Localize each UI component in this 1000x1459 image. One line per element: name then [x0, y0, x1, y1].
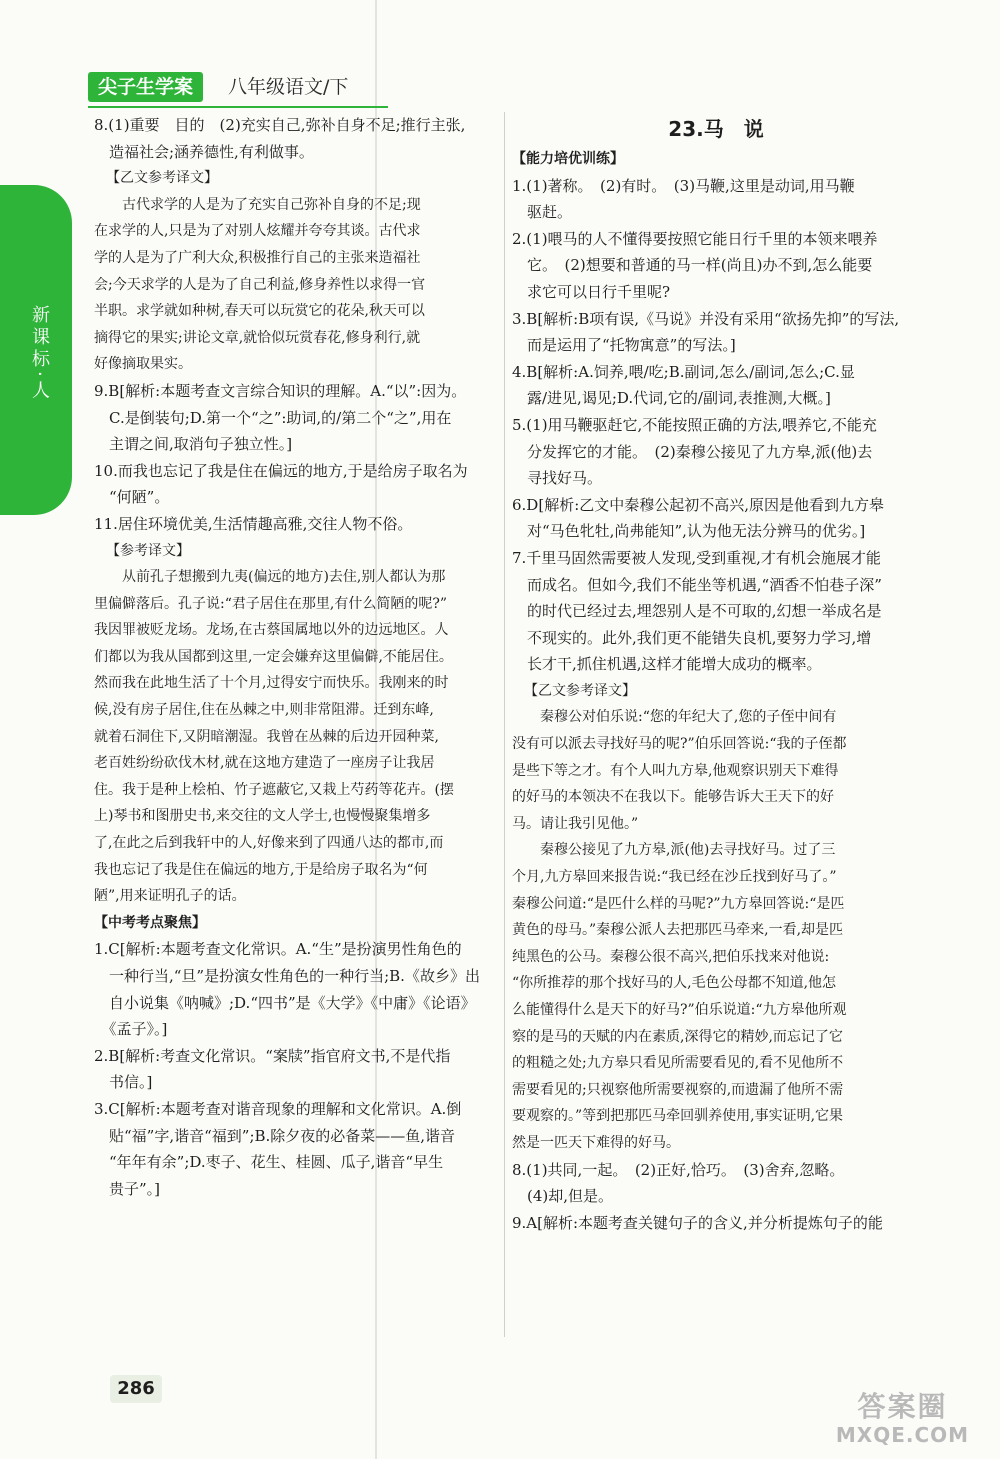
translation-line: 察的是马的天赋的内在素质,深得它的精妙,而忘记了它 [512, 1028, 843, 1045]
translation-line: 摘得它的果实;讲论文章,就恰似玩赏春花,修身利行,就 [94, 329, 421, 346]
answer-line: 而是运用了“托物寓意”的写法。] [512, 336, 736, 355]
translation-line: 秦穆公对伯乐说:“您的年纪大了,您的子侄中间有 [512, 709, 837, 726]
translation-line: 个月,九方皋回来报告说:“我已经在沙丘找到好马了。” [512, 869, 837, 886]
translation-heading: 【参考译文】 [106, 542, 190, 559]
answer-line: (4)却,但是。 [512, 1187, 614, 1206]
brand-logo: 尖子生学案 [88, 72, 203, 102]
answer-line: 9.A[解析:本题考查关键句子的含义,并分析提炼句子的能 [512, 1213, 883, 1232]
watermark-logo-text: 答案圈 [857, 1390, 948, 1423]
translation-line: 马。请让我引见他。” [512, 815, 639, 832]
translation-line: “你所推荐的那个找好马的人,毛色公母都不知道,他怎 [512, 975, 837, 992]
translation-line: 在求学的人,只是为了对别人炫耀并夸夸其谈。古代求 [94, 223, 421, 240]
watermark [815, 1390, 990, 1450]
translation-line: 陋”,用来证明孔子的话。 [94, 888, 246, 905]
answer-line: 贵子”。] [94, 1179, 161, 1198]
header-rule [88, 106, 388, 108]
translation-line: 没有可以派去寻找好马的呢?”伯乐回答说:“我的子侄都 [512, 736, 847, 753]
translation-line: 然而我在此地生活了十个月,过得安宁而快乐。我刚来的时 [94, 675, 449, 692]
translation-line: 秦穆公问道:“是匹什么样的马呢?”九方皋回答说:“是匹 [512, 895, 845, 912]
answer-line: 4.B[解析:A.饲养,喂/吃;B.副词,怎么/副词,怎么;C.显 [512, 362, 855, 381]
column-divider [504, 112, 505, 1337]
translation-line: 候,没有房子居住,住在丛棘之中,则非常阻滞。迁到东峰, [94, 702, 434, 719]
translation-line: 我也忘记了我是住在偏远的地方,于是给房子取名为“何 [94, 861, 428, 878]
translation-line: 要观察的。”等到把那匹马牵回驯养使用,事实证明,它果 [512, 1108, 844, 1125]
answer-line: 书信。] [94, 1073, 153, 1092]
answer-line: 寻找好马。 [512, 469, 603, 488]
answer-line: 造福社会;涵养德性,有利做事。 [94, 142, 314, 161]
answer-line: 1.C[解析:本题考查文化常识。A.“生”是扮演男性角色的 [94, 940, 462, 959]
translation-line: 么能懂得什么是天下的好马?”伯乐说道:“九方皋他所观 [512, 1002, 847, 1018]
left-column [94, 112, 492, 1202]
translation-line: 古代求学的人是为了充实自己弥补自身的不足;现 [94, 196, 421, 213]
answer-line: 3.B[解析:B项有误,《马说》并没有采用“欲扬先抑”的写法, [512, 309, 900, 328]
translation-line: 的好马的本领决不在我以下。能够告诉大王天下的好 [512, 789, 834, 806]
translation-line: 是些下等之才。有个人叫九方皋,他观察识别天下难得 [512, 762, 839, 779]
answer-line: 7.千里马固然需要被人发现,受到重视,才有机会施展才能 [512, 548, 881, 567]
translation-line: 我因罪被贬龙场。龙场,在古蔡国属地以外的边远地区。人 [94, 622, 449, 639]
answer-line: 11.居住环境优美,生活情趣高雅,交往人物不俗。 [94, 514, 413, 533]
answer-line: “何陋”。 [94, 488, 170, 507]
answer-line: C.是倒装句;D.第一个“之”:助词,的/第二个“之”,用在 [94, 408, 452, 427]
right-column [512, 112, 920, 1236]
answer-line: 分发挥它的才能。 (2)秦穆公接见了九方皋,派(他)去 [512, 442, 873, 461]
answer-line: 主谓之间,取消句子独立性。] [94, 435, 293, 454]
watermark-url: MXQE.COM [835, 1423, 970, 1447]
answer-line: 《孟子》。] [94, 1020, 168, 1039]
translation-line: 纯黑色的公马。秦穆公很不高兴,把伯乐找来对他说: [512, 948, 830, 965]
answer-line: 对“马色牝牡,尚弗能知”,认为他无法分辨马的优劣。] [512, 522, 866, 541]
translation-line: 学的人是为了广利大众,积极推行自己的主张来造福社 [94, 249, 421, 266]
answer-line: 一种行当,“旦”是扮演女性角色的一种行当;B.《故乡》出 [94, 967, 480, 985]
translation-line: 需要看见的;只视察他所需要视察的,而遗漏了他所不需 [512, 1081, 844, 1098]
answer-line: 露/进见,谒见;D.代词,它的/副词,表推测,大概。] [512, 389, 831, 408]
translation-line: 的粗糙之处;九方皋只看见所需要看见的,看不见他所不 [512, 1055, 844, 1072]
translation-line: 好像摘取果实。 [94, 356, 192, 373]
translation-line: 里偏僻落后。孔子说:“君子居住在那里,有什么简陋的呢?” [94, 595, 447, 612]
answer-line: 自小说集《呐喊》;D.“四书”是《大学》《中庸》《论语》 [94, 993, 476, 1012]
answer-line: 8.(1)共同,一起。 (2)正好,恰巧。 (3)舍弃,忽略。 [512, 1160, 845, 1179]
side-tab-label: 新课标·人 [29, 305, 50, 403]
section-title: 23.马 说 [668, 117, 764, 141]
translation-line: 住。我于是种上桧柏、竹子遮蔽它,又栽上芍药等花卉。(摆 [94, 781, 454, 798]
page-number: 286 [110, 1375, 162, 1403]
translation-line: 上)琴书和图册史书,来交往的文人学士,也慢慢聚集增多 [94, 808, 431, 825]
translation-line: 然是一匹天下难得的好马。 [512, 1134, 680, 1151]
answer-line: 而成名。但如今,我们不能坐等机遇,“酒香不怕巷子深” [512, 575, 882, 594]
section-heading: 【中考考点聚焦】 [94, 914, 206, 931]
translation-line: 了,在此之后到我轩中的人,好像来到了四通八达的都市,而 [94, 835, 444, 852]
translation-line: 会;今天求学的人是为了自己利益,修身养性以求得一官 [94, 276, 426, 293]
answer-line: 10.而我也忘记了我是住在偏远的地方,于是给房子取名为 [94, 461, 468, 480]
answer-line: 8.(1)重要 目的 (2)充实自己,弥补自身不足;推行主张, [94, 116, 466, 134]
translation-line: 就着石洞住下,又阴暗潮湿。我曾在丛棘的后边开园种菜, [94, 728, 439, 745]
page-header [88, 72, 508, 108]
translation-heading: 【乙文参考译文】 [106, 170, 218, 187]
answer-line: 它。 (2)想要和普通的马一样(尚且)办不到,怎么能要 [512, 256, 873, 275]
answer-line: 2.(1)喂马的人不懂得要按照它能日行千里的本领来喂养 [512, 229, 878, 248]
answer-line: 9.B[解析:本题考查文言综合知识的理解。A.“以”:因为。 [94, 381, 467, 400]
answer-line: 的时代已经过去,埋怨别人是不可取的,幻想一举成名是 [512, 602, 882, 621]
translation-line: 秦穆公接见了九方皋,派(他)去寻找好马。过了三 [512, 842, 836, 859]
answer-line: 3.C[解析:本题考查对谐音现象的理解和文化常识。A.倒 [94, 1099, 462, 1118]
answer-line: 不现实的。此外,我们更不能错失良机,要努力学习,增 [512, 628, 872, 647]
translation-line: 从前孔子想搬到九夷(偏远的地方)去住,别人都认为那 [94, 569, 446, 586]
answer-line: 1.(1)著称。 (2)有时。 (3)马鞭,这里是动词,用马鞭 [512, 176, 855, 195]
translation-heading: 【乙文参考译文】 [524, 682, 636, 699]
section-heading: 【能力培优训练】 [512, 151, 624, 167]
answer-line: 2.B[解析:考查文化常识。“案牍”指官府文书,不是代指 [94, 1046, 451, 1065]
translation-line: 们都以为我从国都到这里,一定会嫌弃这里偏僻,不能居住。 [94, 648, 453, 665]
answer-line: 贴“福”字,谐音“福到”;B.除夕夜的必备菜——鱼,谐音 [94, 1126, 456, 1145]
translation-line: 半职。求学就如种树,春天可以玩赏它的花朵,秋天可以 [94, 303, 425, 320]
answer-line: 5.(1)用马鞭驱赶它,不能按照正确的方法,喂养它,不能充 [512, 415, 877, 434]
translation-line: 黄色的母马。”秦穆公派人去把那匹马牵来,一看,却是匹 [512, 922, 844, 939]
answer-line: “年年有余”;D.枣子、花生、桂圆、瓜子,谐音“早生 [94, 1153, 444, 1172]
answer-line: 长才干,抓住机遇,这样才能增大成功的概率。 [512, 655, 822, 674]
answer-line: 6.D[解析:乙文中秦穆公起初不高兴,原因是他看到九方皋 [512, 495, 885, 514]
book-subtitle: 八年级语文/下 [228, 76, 349, 98]
answer-line: 驱赶。 [512, 203, 573, 222]
answer-line: 求它可以日行千里呢? [512, 282, 671, 301]
translation-line: 老百姓纷纷砍伐木材,就在这地方建造了一座房子让我居 [94, 755, 435, 772]
